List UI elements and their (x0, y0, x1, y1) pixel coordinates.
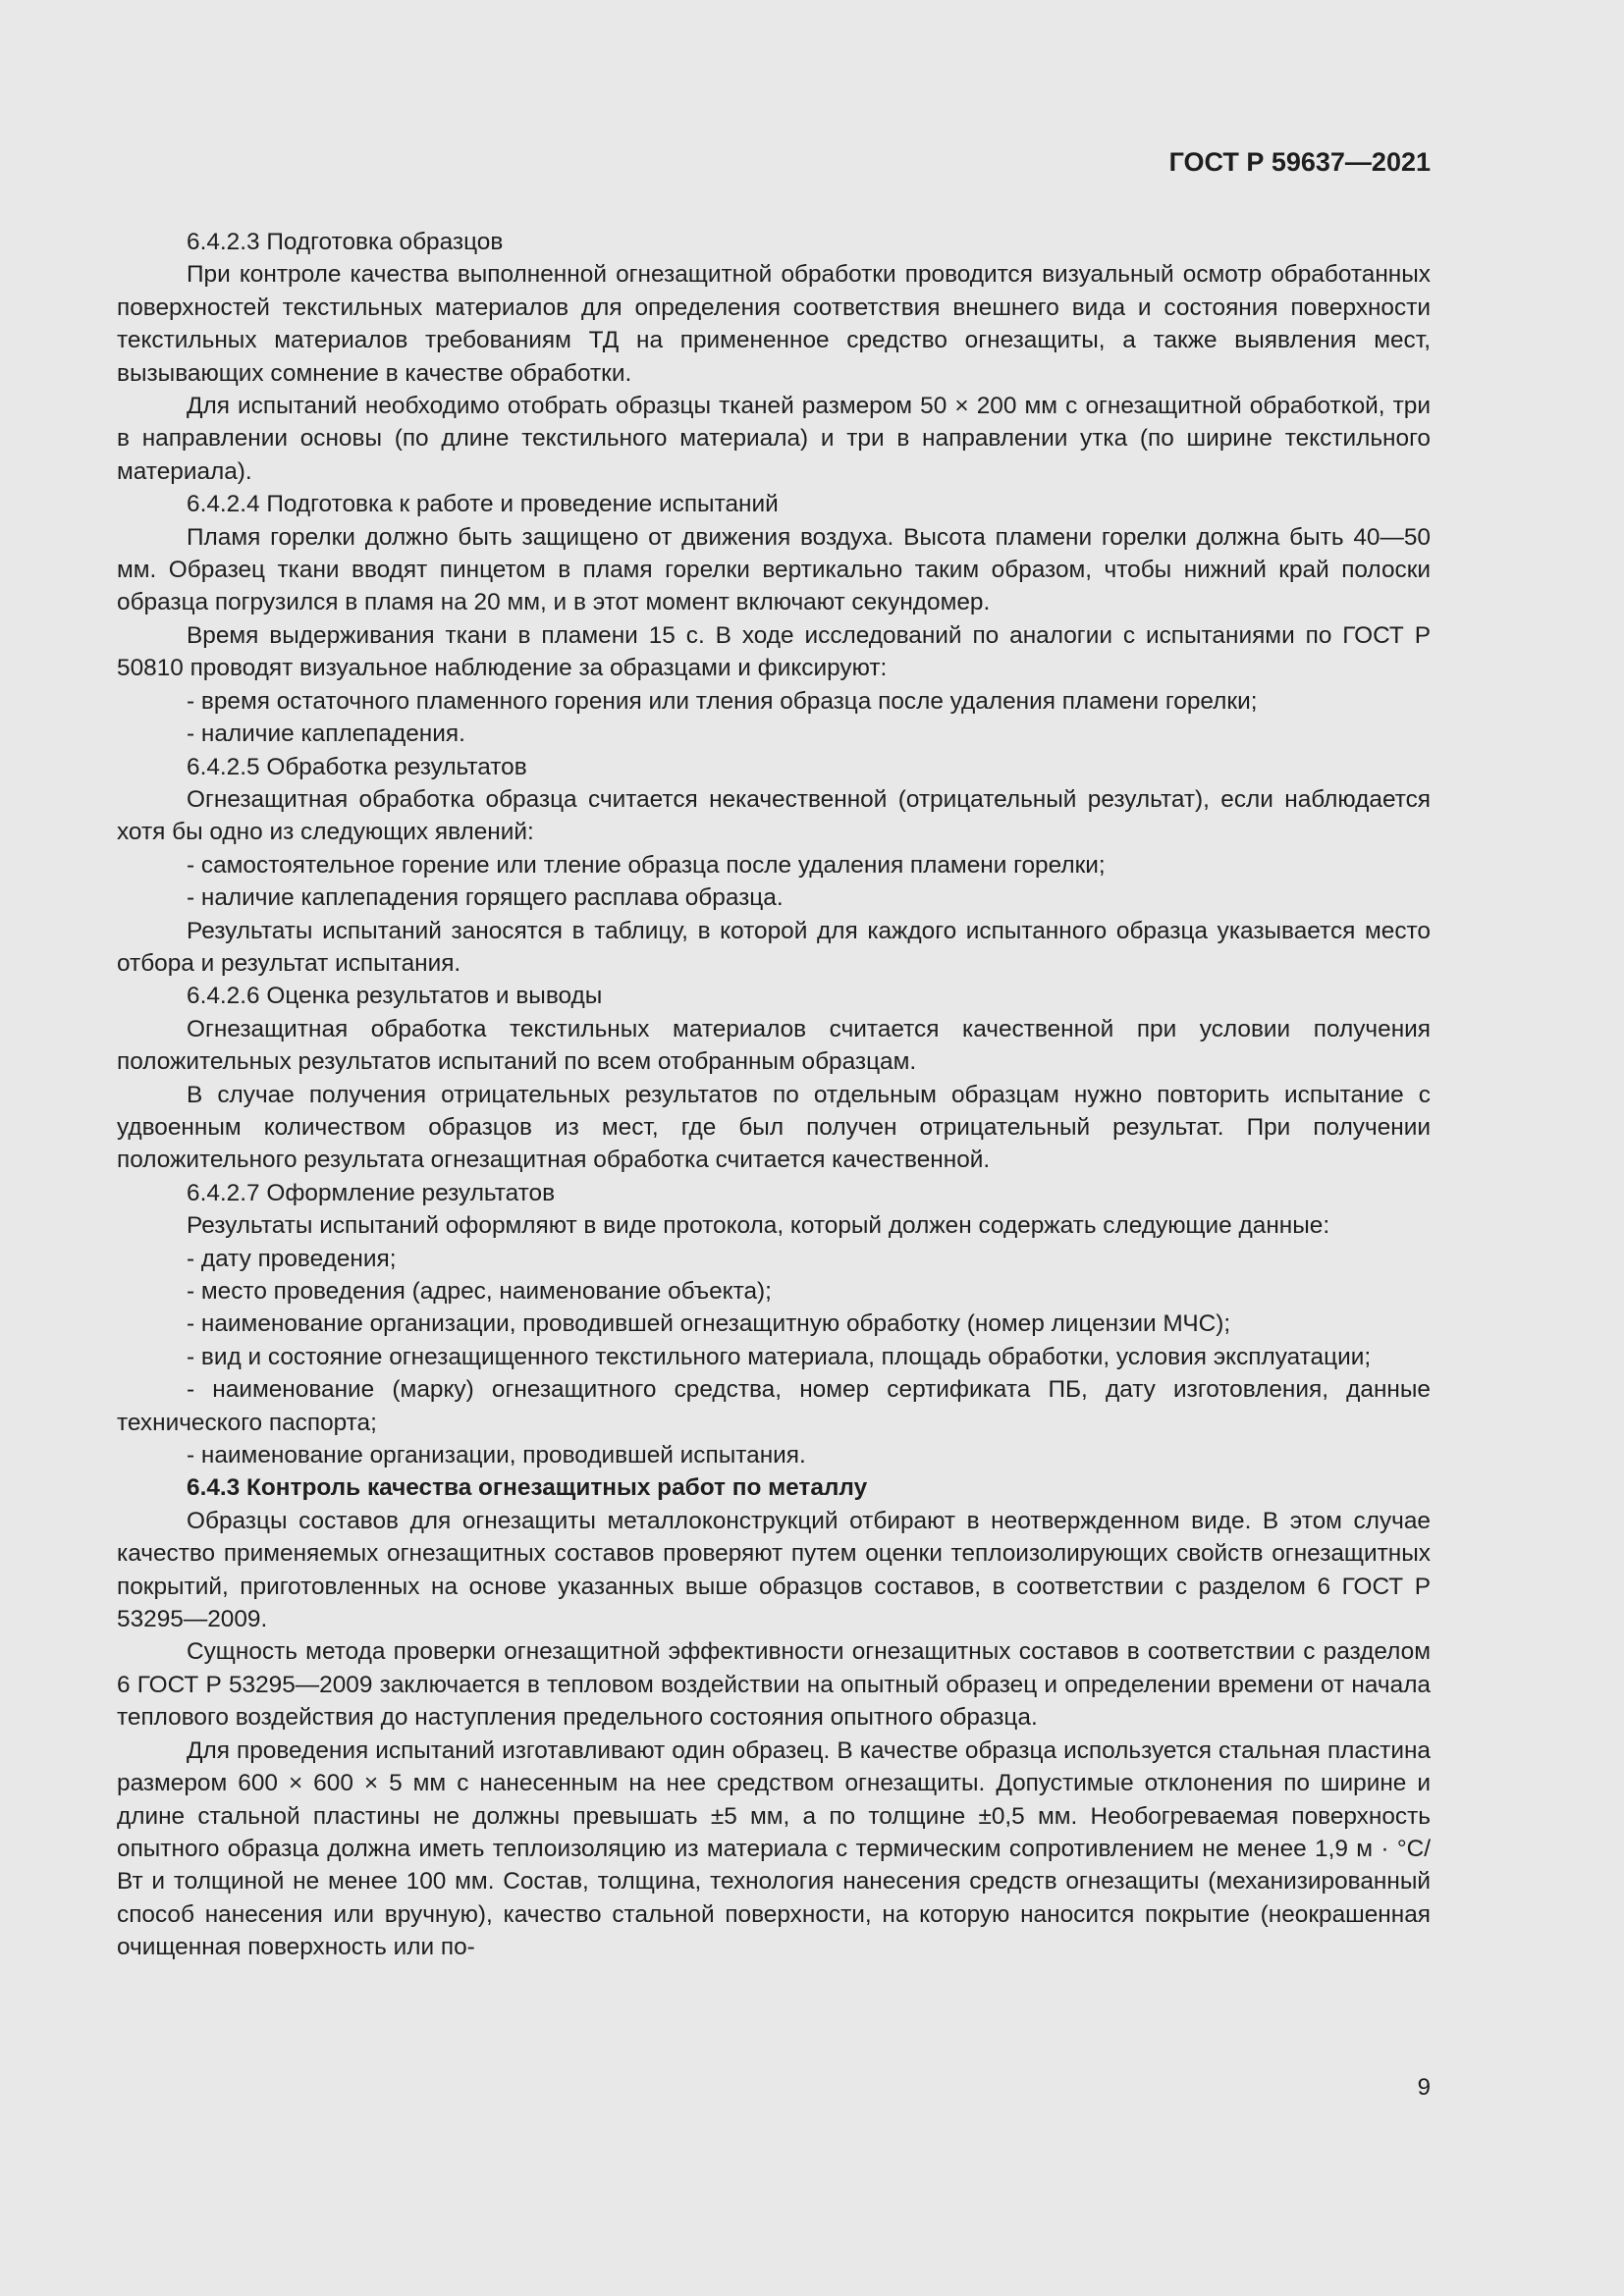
paragraph: Для проведения испытаний изготавливают один образец. В качестве образца используется стальная пластина размером 600 × 600 × 5 мм с нанесенным на нее средством огнезащиты. Допустимые отклонения по ширине и длине стальной пластины не должны превышать ±5 мм, а по толщине ±0,5 мм. Необогреваемая поверхность опытного образца должна иметь теплоизоляцию из материала с термическим сопротивлением не менее 1,9 м · °С/Вт и толщиной не менее 100 мм. Состав, толщина, технология нанесения средств огнезащиты (механизированный способ нанесения или вручную), качество стальной поверхности, на которую наносится покрытие (неокрашенная очищенная поверхность или по- (117, 1736, 1431, 1961)
list-item: - наименование организации, проводившей испытания. (187, 1442, 806, 1469)
paragraph: В случае получения отрицательных результатов по отдельным образцам нужно повторить испытание с удвоенным количеством образцов из мест, где был получен отрицательный результат. При получении положительного результата огнезащитная обработка считается качественной. (117, 1081, 1431, 1174)
document-code-header: ГОСТ Р 59637—2021 (1168, 147, 1431, 177)
list-item: - наличие каплепадения горящего расплава образца. (187, 884, 784, 912)
paragraph: - вид и состояние огнезащищенного текстильного материала, площадь обработки, условия эксплуатации; (187, 1343, 1372, 1370)
list-item: - наличие каплепадения. (187, 721, 465, 748)
page-number: 9 (1417, 2074, 1431, 2101)
paragraph: Пламя горелки должно быть защищено от движения воздуха. Высота пламени горелки должна быть 40—50 мм. Образец ткани вводят пинцетом в пламя горелки вертикально таким образом, чтобы нижний край полоски образца погрузился в пламя на 20 мм, и в этот момент включают секундомер. (117, 523, 1431, 616)
paragraph: 6.4.2.4 Подготовка к работе и проведение испытаний (187, 491, 779, 518)
paragraph: Образцы составов для огнезащиты металлоконструкций отбирают в неотвержденном виде. В этом случае качество применяемых огнезащитных составов проверяют путем оценки теплоизолирующих свойств огнезащитных покрытий, приготовленных на основе указанных выше образцов составов, в соответствии с разделом 6 ГОСТ Р 53295—2009. (117, 1507, 1431, 1633)
paragraph: 6.4.2.7 Оформление результатов (187, 1179, 556, 1206)
paragraph: 6.4.3 Контроль качества огнезащитных работ по металлу (187, 1474, 868, 1502)
paragraph: Результаты испытаний заносятся в таблицу, в которой для каждого испытанного образца указывается место отбора и результат испытания. (117, 917, 1431, 977)
list-item: - наименование организации, проводившей огнезащитную обработку (номер лицензии МЧС); (187, 1310, 1231, 1338)
paragraph: 6.4.2.3 Подготовка образцов (187, 229, 504, 255)
list-item: - дату проведения; (187, 1245, 397, 1272)
paragraph: Время выдерживания ткани в пламени 15 с. В ходе исследований по аналогии с испытаниями по ГОСТ Р 50810 проводят визуальное наблюдение за образцами и фиксируют: (117, 621, 1431, 682)
paragraph: Огнезащитная обработка текстильных материалов считается качественной при условии получения положительных результатов испытаний по всем отобранным образцам. (117, 1015, 1431, 1076)
paragraph: При контроле качества выполненной огнезащитной обработки проводится визуальный осмотр обработанных поверхностей текстильных материалов для определения соответствия внешнего вида и состояния поверхности текстильных материалов требованиям ТД на примененное средство огнезащиты, а также выявления мест, вызывающих сомнение в качестве обработки. (117, 261, 1431, 387)
paragraph: Сущность метода проверки огнезащитной эффективности огнезащитных составов в соответствии с разделом 6 ГОСТ Р 53295—2009 заключается в тепловом воздействии на опытный образец и определении времени от начала теплового воздействия до наступления предельного состояния опытного образца. (117, 1638, 1431, 1732)
paragraph: Для испытаний необходимо отобрать образцы тканей размером 50 × 200 мм с огнезащитной обработкой, три в направлении основы (по длине текстильного материала) и три в направлении утка (по ширине текстильного материала). (117, 393, 1431, 485)
paragraph: Огнезащитная обработка образца считается некачественной (отрицательный результат), если наблюдается хотя бы одно из следующих явлений: (117, 785, 1431, 846)
paragraph: 6.4.2.6 Оценка результатов и выводы (187, 983, 603, 1010)
document-body (117, 226, 1431, 1964)
paragraph: Результаты испытаний оформляют в виде протокола, который должен содержать следующие данные: (187, 1212, 1330, 1240)
paragraph: 6.4.2.5 Обработка результатов (187, 753, 527, 780)
list-item: - самостоятельное горение или тление образца после удаления пламени горелки; (187, 851, 1106, 879)
paragraph: - наименование (марку) огнезащитного средства, номер сертификата ПБ, дату изготовления, данные технического паспорта; (117, 1376, 1431, 1436)
list-item: - место проведения (адрес, наименование объекта); (187, 1278, 772, 1305)
list-item: - время остаточного пламенного горения или тления образца после удаления пламени горелки; (187, 687, 1258, 715)
